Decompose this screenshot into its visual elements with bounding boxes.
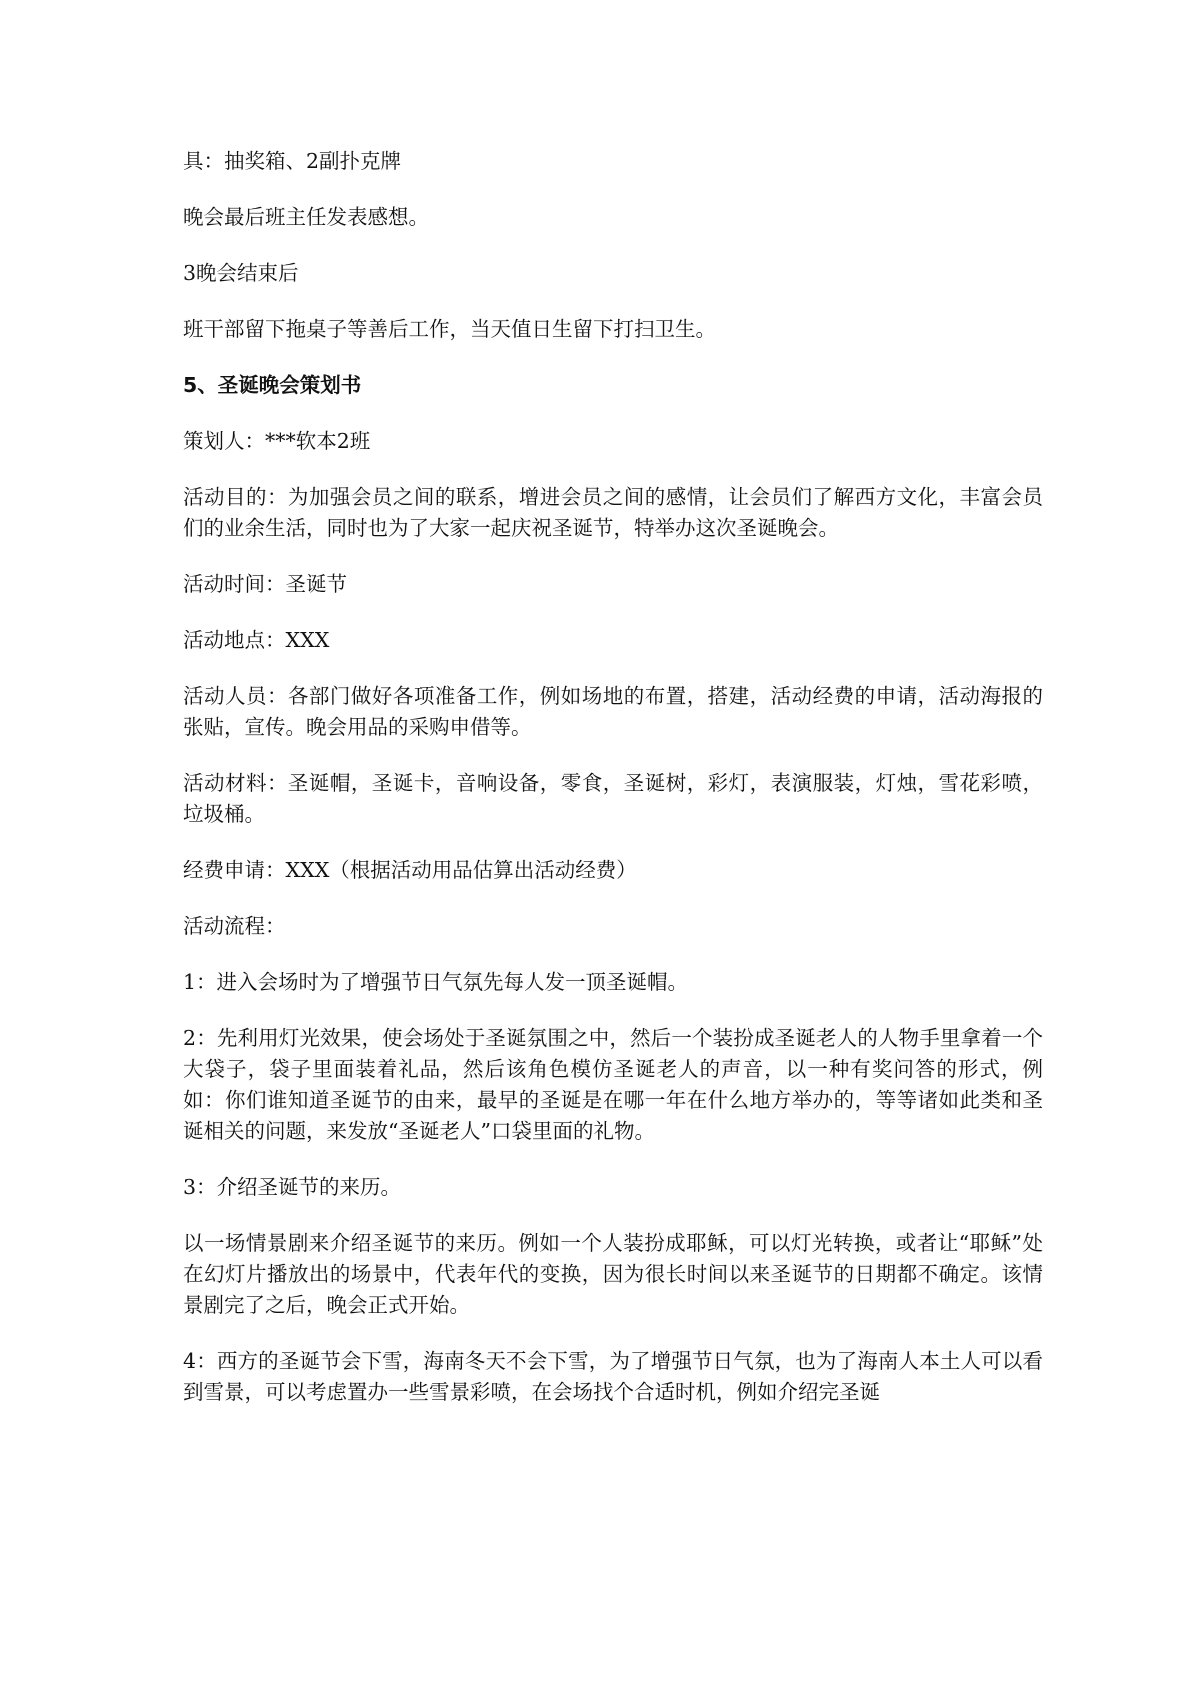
- paragraph-step-3: 3：介绍圣诞节的来历。: [183, 1175, 402, 1199]
- paragraph-step-1: 1：进入会场时为了增强节日气氛先每人发一顶圣诞帽。: [183, 970, 689, 994]
- paragraph-location: 活动地点：XXX: [183, 628, 330, 652]
- paragraph-step-2: 2：先利用灯光效果，使会场处于圣诞氛围之中，然后一个装扮成圣诞老人的人物手里拿着一个大袋子，袋子里面装着礼品，然后该角色模仿圣诞老人的声音，以一种有奖问答的形式，例如：你们谁知道圣诞节的由来，最早的圣诞是在哪一年在什么地方举办的，等等诸如此类和圣诞相关的问题，来发放“圣诞老人”口袋里面的礼物。: [183, 1026, 1043, 1143]
- paragraph-materials: 活动材料：圣诞帽，圣诞卡，音响设备，零食，圣诞树，彩灯，表演服装，灯烛，雪花彩喷，垃圾桶。: [183, 771, 1043, 826]
- document-body: [183, 146, 1043, 1433]
- paragraph-purpose: 活动目的：为加强会员之间的联系，增进会员之间的感情，让会员们了解西方文化，丰富会员们的业余生活，同时也为了大家一起庆祝圣诞节，特举办这次圣诞晚会。: [183, 485, 1043, 540]
- paragraph-after-party-heading: 3晚会结束后: [183, 261, 299, 285]
- paragraph-process-heading: 活动流程：: [183, 914, 286, 938]
- paragraph-planner: 策划人：***软本2班: [183, 429, 371, 453]
- paragraph-step-3-detail: 以一场情景剧来介绍圣诞节的来历。例如一个人装扮成耶稣，可以灯光转换，或者让“耶稣”处在幻灯片播放出的场景中，代表年代的变换，因为很长时间以来圣诞节的日期都不确定。该情景剧完了之后，晚会正式开始。: [183, 1231, 1043, 1317]
- section-title: 5、圣诞晚会策划书: [183, 373, 362, 397]
- paragraph-cleanup: 班干部留下拖桌子等善后工作，当天值日生留下打扫卫生。: [183, 317, 716, 341]
- paragraph-staff: 活动人员：各部门做好各项准备工作，例如场地的布置，搭建，活动经费的申请，活动海报的张贴，宣传。晚会用品的采购申借等。: [183, 684, 1043, 739]
- paragraph-time: 活动时间：圣诞节: [183, 572, 347, 596]
- paragraph-budget: 经费申请：XXX（根据活动用品估算出活动经费）: [183, 858, 637, 882]
- paragraph-tools: 具：抽奖箱、2副扑克牌: [183, 149, 402, 173]
- paragraph-step-4: 4：西方的圣诞节会下雪，海南冬天不会下雪，为了增强节日气氛，也为了海南人本土人可以看到雪景，可以考虑置办一些雪景彩喷，在会场找个合适时机，例如介绍完圣诞: [183, 1349, 1043, 1404]
- paragraph-teacher-speech: 晚会最后班主任发表感想。: [183, 205, 429, 229]
